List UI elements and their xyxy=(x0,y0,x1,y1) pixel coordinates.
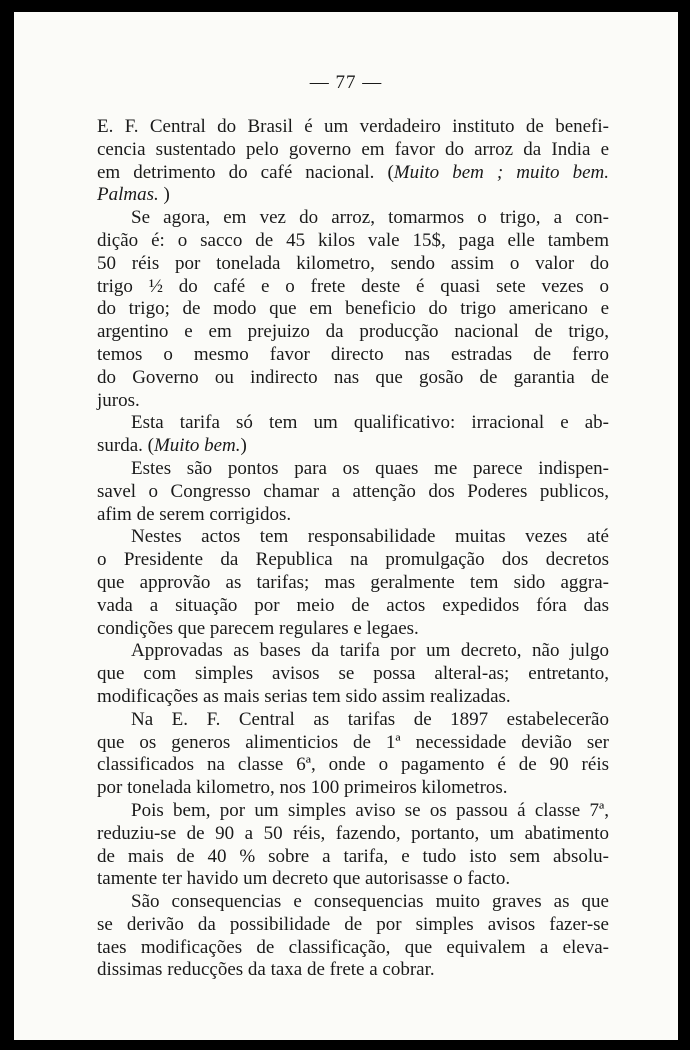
text-line xyxy=(97,914,609,937)
text-line xyxy=(97,481,609,504)
text-line-main: juros. xyxy=(97,389,140,411)
text-line-main: do trigo; de modo que em beneficio do trigo americano e xyxy=(97,298,609,320)
text-line xyxy=(97,891,609,914)
text-line xyxy=(97,732,609,755)
text-line-main: Approvadas as bases da tarifa por um decreto, não julgo xyxy=(131,640,609,662)
text-line-main: condições que parecem regulares e legaes. xyxy=(97,617,419,639)
page-number: — 77 — xyxy=(309,72,383,93)
text-line xyxy=(97,549,609,572)
text-line xyxy=(97,709,609,732)
text-line-main: Na E. F. Central as tarifas de 1897 estabelecerão xyxy=(131,708,609,730)
text-line xyxy=(97,412,609,435)
text-line-main: savel o Congresso chamar a attenção dos Poderes publicos, xyxy=(97,480,609,502)
text-line-main: surda. ( xyxy=(97,435,154,457)
text-line xyxy=(97,390,609,413)
text-line-main: de mais de 40 % sobre a tarifa, e tudo isto sem absolu- xyxy=(97,845,609,867)
text-line-main: Estes são pontos para os quaes me parece indispen- xyxy=(131,457,609,479)
text-line xyxy=(97,276,609,299)
text-line xyxy=(97,572,609,595)
text-line-italic: Palmas. xyxy=(97,184,159,206)
text-line-main: que os generos alimenticios de 1ª necessidade devião ser xyxy=(97,731,609,753)
text-line-main: Nestes actos tem responsabilidade muitas vezes até xyxy=(131,526,609,548)
text-line xyxy=(97,686,609,709)
text-line-after: ) xyxy=(240,435,247,457)
text-line-main: do Governo ou indirecto nas que gosão de garantia de xyxy=(97,366,609,388)
text-line-main: o Presidente da Republica na promulgação dos decretos xyxy=(97,549,609,571)
text-line xyxy=(97,344,609,367)
text-line-main: E. F. Central do Brasil é um verdadeiro instituto de benefi- xyxy=(97,116,609,137)
text-line-main: trigo ½ do café e o frete deste é quasi sete vezes o xyxy=(97,275,609,297)
text-line xyxy=(97,253,609,276)
text-line-main: Pois bem, por um simples aviso se os passou á classe 7ª, xyxy=(131,799,609,821)
text-line-main: vada a situação por meio de actos expedidos fóra das xyxy=(97,594,609,616)
text-line xyxy=(97,846,609,869)
text-line-main: argentino e em prejuizo da producção nacional de trigo, xyxy=(97,321,609,343)
text-line xyxy=(97,298,609,321)
text-line-main: se derivão da possibilidade de por simples avisos fazer-se xyxy=(97,913,609,935)
text-line-main: por tonelada kilometro, nos 100 primeiros kilometros. xyxy=(97,777,508,799)
text-line-after: ) xyxy=(158,184,170,206)
text-line-main: cencia sustentado pelo governo em favor do arroz da India e xyxy=(97,138,609,160)
text-line-main: reduziu-se de 90 a 50 réis, fazendo, portanto, um abatimento xyxy=(97,822,609,844)
text-line xyxy=(97,321,609,344)
text-line-main: dição é: o sacco de 45 kilos vale 15$, paga elle tambem xyxy=(97,229,609,251)
text-line xyxy=(97,800,609,823)
text-line xyxy=(97,754,609,777)
text-line xyxy=(97,139,609,162)
text-line-main: tamente ter havido um decreto que autorisasse o facto. xyxy=(97,868,511,890)
text-line-main: classificados na classe 6ª, onde o pagamento é de 90 réis xyxy=(97,754,609,776)
text-line xyxy=(97,367,609,390)
text-line xyxy=(97,207,609,230)
text-line-main: taes modificações de classificação, que equivalem a eleva- xyxy=(97,936,609,958)
text-line xyxy=(97,777,609,800)
text-line xyxy=(97,937,609,960)
text-line xyxy=(97,458,609,481)
text-line-main: que com simples avisos se possa alteral-as; entretanto, xyxy=(97,663,609,685)
text-line xyxy=(97,823,609,846)
text-line xyxy=(97,435,609,458)
text-line xyxy=(97,504,609,527)
text-line xyxy=(97,595,609,618)
text-line xyxy=(97,526,609,549)
text-line-main: Se agora, em vez do arroz, tomarmos o trigo, a con- xyxy=(131,207,609,229)
text-line xyxy=(97,663,609,686)
page-body xyxy=(97,116,609,982)
text-line-main: modificações as mais serias tem sido assim realizadas. xyxy=(97,685,511,707)
text-line-main: Esta tarifa só tem um qualificativo: irracional e ab- xyxy=(131,412,609,434)
text-line xyxy=(97,184,609,207)
text-line xyxy=(97,230,609,253)
text-line-main: afim de serem corrigidos. xyxy=(97,503,292,525)
text-line-italic: Muito bem ; muito bem. xyxy=(393,161,609,183)
text-line xyxy=(97,640,609,663)
text-line-main: temos o mesmo favor directo nas estradas de ferro xyxy=(97,343,609,365)
text-line-main: que approvão as tarifas; mas geralmente tem sido aggra- xyxy=(97,571,609,593)
text-line-italic: Muito bem. xyxy=(153,435,241,457)
text-line xyxy=(97,116,609,139)
text-line xyxy=(97,618,609,641)
text-line xyxy=(97,162,609,185)
text-line xyxy=(97,868,609,891)
text-line xyxy=(97,959,609,982)
text-line-main: em detrimento do café nacional. ( xyxy=(97,161,394,183)
text-line-main: dissimas reducções da taxa de frete a cobrar. xyxy=(97,959,435,981)
text-line-main: 50 réis por tonelada kilometro, sendo assim o valor do xyxy=(97,252,609,274)
text-line-main: São consequencias e consequencias muito graves as que xyxy=(131,891,609,913)
